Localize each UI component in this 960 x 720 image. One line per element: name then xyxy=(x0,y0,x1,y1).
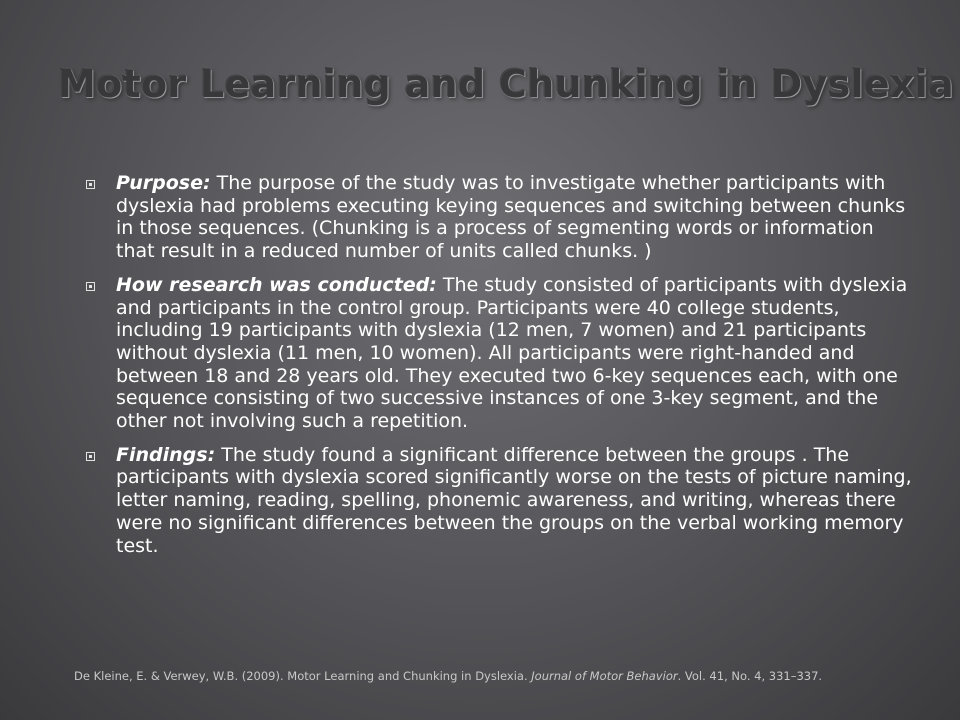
citation-journal: Journal of Motor Behavior xyxy=(531,669,678,683)
bullet-purpose xyxy=(86,172,912,263)
square-bullet-icon xyxy=(86,180,95,189)
citation-authors: De Kleine, E. & Verwey, W.B. (2009). Motor Learning and Chunking in Dyslexia. xyxy=(74,669,532,683)
square-bullet-icon xyxy=(86,452,95,461)
square-bullet-icon xyxy=(86,282,95,291)
bullet-body: The study found a significant difference between the groups . The participants with dyslexia scored significantly worse on the tests of picture naming, letter naming, reading, spelling, phonemic awareness, and writing, whereas there were no significant differences between the groups on the verbal working memory test. xyxy=(116,443,912,557)
bullet-findings xyxy=(86,444,912,558)
bullet-lead: How research was conducted: xyxy=(116,273,437,296)
citation-details: . Vol. 41, No. 4, 331–337. xyxy=(677,669,823,683)
bullet-lead: Findings: xyxy=(116,443,216,466)
bullet-list xyxy=(86,172,912,568)
bullet-text xyxy=(116,444,912,558)
slide-title: Motor Learning and Chunking in Dyslexia xyxy=(58,62,954,106)
bullet-lead: Purpose: xyxy=(116,172,211,194)
bullet-text xyxy=(116,274,912,433)
bullet-body: The purpose of the study was to investigate whether participants with dyslexia had problems executing keying sequences and switching between chunks in those sequences. (Chunking is a process of segmenting words or information that result in a reduced number of units called chunks. ) xyxy=(116,172,906,263)
bullet-method xyxy=(86,274,912,433)
citation xyxy=(74,669,914,683)
bullet-text xyxy=(116,172,912,263)
bullet-body: The study consisted of participants with dyslexia and participants in the control group. Participants were 40 college students, including 19 participants with dyslexia (12 men, 7 women) and 21 participants without dyslexia (11 men, 10 women). All participants were right-handed and between 18 and 28 years old. They executed two 6-key sequences each, with one sequence consisting of two successive instances of one 3-key segment, and the other not involving such a repetition. xyxy=(116,273,908,433)
